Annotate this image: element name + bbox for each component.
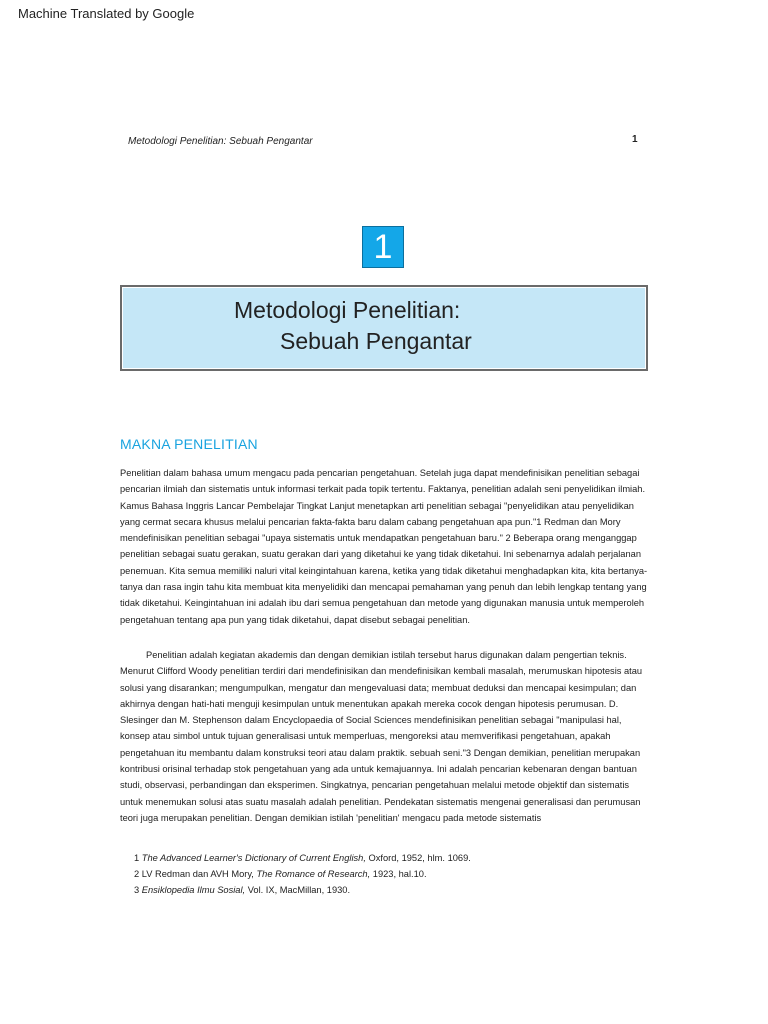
footnotes — [134, 850, 654, 898]
running-header: Metodologi Penelitian: Sebuah Pengantar — [128, 136, 313, 147]
footnote — [134, 866, 654, 882]
footnote-title: The Advanced Learner's Dictionary of Current English, — [141, 853, 366, 863]
footnote — [134, 850, 654, 866]
chapter-title-line-1: Metodologi Penelitian: — [234, 297, 461, 323]
footnote-title: The Romance of Research, — [256, 869, 371, 879]
footnote-authors: LV Redman dan AVH Mory, — [141, 869, 254, 879]
footnote-detail: 1923, hal.10. — [372, 869, 427, 879]
body-paragraph: Penelitian adalah kegiatan akademis dan dengan demikian istilah tersebut harus digunakan dalam pengertian teknis. Menurut Clifford Woody penelitian terdiri dari mendefinisikan dan mendefinisikan kembali masalah, merumuskan hipotesis atau solusi yang disarankan; mengumpulkan, mengatur dan mengevaluasi data; membuat deduksi dan mencapai kesimpulan; dan akhirnya dengan hati-hati menguji kesimpulan untuk menentukan apakah mereka cocok dengan hipotesis perumusan. D. Slesinger dan M. Stephenson dalam Encyclopaedia of Social Sciences mendefinisikan penelitian sebagai "manipulasi hal, konsep atau simbol untuk tujuan generalisasi untuk memperluas, mengoreksi atau memverifikasi pengetahuan, apakah pengetahuan itu membantu dalam konstruksi teori atau dalam praktik. sebuah seni."3 Dengan demikian, penelitian merupakan kontribusi orisinal terhadap stok pengetahuan yang ada untuk kemajuannya. Ini adalah pencarian kebenaran dengan bantuan studi, observasi, perbandingan dan eksperimen. Singkatnya, pencarian pengetahuan melalui metode objektif dan sistematis untuk menemukan solusi atas suatu masalah adalah penelitian. Pendekatan sistematis mengenai generalisasi dan perumusan teori juga merupakan penelitian. Dengan demikian istilah 'penelitian' mengacu pada metode sistematis — [120, 650, 643, 823]
footnote-number: 3 — [134, 885, 140, 895]
footnote-title: Ensiklopedia Ilmu Sosial, — [141, 885, 246, 895]
chapter-title-box — [120, 285, 648, 371]
footnote — [134, 882, 654, 898]
footnote-detail: Oxford, 1952, hlm. 1069. — [368, 853, 471, 863]
body-paragraph: Penelitian dalam bahasa umum mengacu pada pencarian pengetahuan. Setelah juga dapat mendefinisikan penelitian sebagai pencarian ilmiah dan sistematis untuk informasi terkait pada topik tertentu. Faktanya, penelitian adalah seni penyelidikan ilmiah. Kamus Bahasa Inggris Lancar Pembelajar Tingkat Lanjut menetapkan arti penelitian sebagai "penyelidikan atau penyelidikan yang cermat secara khusus melalui pencarian fakta-fakta baru dalam cabang pengetahuan apa pun."1 Redman dan Mory mendefinisikan penelitian sebagai "upaya sistematis untuk mendapatkan pengetahuan baru." 2 Beberapa orang menganggap penelitian sebagai suatu gerakan, suatu gerakan dari yang diketahui ke yang tidak diketahui. Ini sebenarnya adalah perjalanan penemuan. Kita semua memiliki naluri vital keingintahuan karena, ketika yang tidak diketahui menghadapkan kita, kita bertanya-tanya dan rasa ingin tahu kita membuat kita menyelidiki dan mencapai pemahaman yang penuh dan lebih lengkap tentang yang tidak diketahui. Keingintahuan ini adalah ibu dari semua pengetahuan dan metode yang digunakan manusia untuk memperoleh pengetahuan tentang apa pun yang tidak diketahui, dapat disebut sebagai penelitian. — [120, 468, 648, 625]
translation-banner: Machine Translated by Google — [18, 6, 195, 21]
footnote-number: 2 — [134, 869, 140, 879]
chapter-title-line-2: Sebuah Pengantar — [280, 328, 472, 354]
page-number: 1 — [632, 134, 638, 145]
footnote-number: 1 — [134, 853, 140, 863]
section-heading: MAKNA PENELITIAN — [120, 436, 258, 452]
chapter-number-badge: 1 — [362, 226, 404, 268]
footnote-detail: Vol. IX, MacMillan, 1930. — [247, 885, 351, 895]
